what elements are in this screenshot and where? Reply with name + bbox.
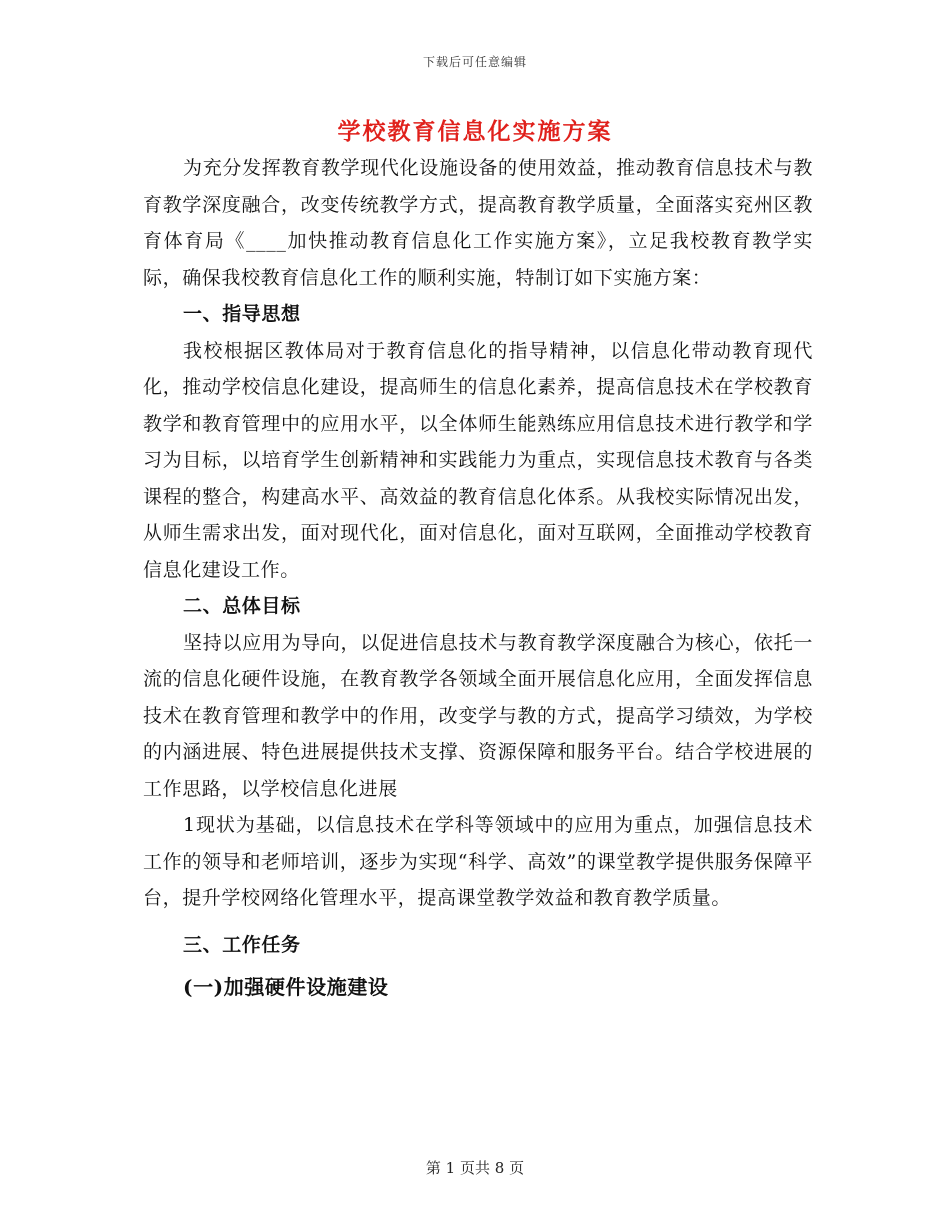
page-number: 第 1 页共 8 页 (425, 1159, 525, 1177)
document-body (143, 150, 813, 1006)
subsection-heading-hardware: (一)加强硬件设施建设 (183, 975, 389, 999)
header-note: 下载后可任意编辑 (422, 55, 527, 69)
section-paragraph-overall-goal: 坚持以应用为导向，以促进信息技术与教育教学深度融合为核心，依托一流的信息化硬件设施，在教育教学各领域全面开展信息化应用，全面发挥信息技术在教育管理和教学中的作用，改变学与教的方式，提高学习绩效，为学校的内涵进展、特色进展提供技术支撑、资源保障和服务平台。结合学校进展的工作思路，以学校信息化进展 (143, 631, 813, 800)
section-paragraph-overall-goal-continued: 1现状为基础，以信息技术在学科等领域中的应用为重点，加强信息技术工作的领导和老师培训，逐步为实现“科学、高效”的课堂教学提供服务保障平台，提升学校网络化管理水平，提高课堂教学效益和教育教学质量。 (143, 814, 813, 909)
section-heading-work-tasks: 三、工作任务 (183, 933, 301, 956)
intro-paragraph: 为充分发挥教育教学现代化设施设备的使用效益，推动教育信息技术与教育教学深度融合，改变传统教学方式，提高教育教学质量，全面落实兖州区教育体育局《____加快推动教育信息化工作实施方案》，立足我校教育教学实际，确保我校教育信息化工作的顺利实施，特制订如下实施方案： (143, 157, 813, 289)
section-heading-overall-goal: 二、总体目标 (183, 595, 301, 617)
document-title: 学校教育信息化实施方案 (337, 118, 613, 145)
section-paragraph-guiding-ideology: 我校根据区教体局对于教育信息化的指导精神，以信息化带动教育现代化，推动学校信息化建设，提高师生的信息化素养，提高信息技术在学校教育教学和教育管理中的应用水平，以全体师生能熟练应用信息技术进行教学和学习为目标，以培育学生创新精神和实践能力为重点，实现信息技术教育与各类课程的整合，构建高水平、高效益的教育信息化体系。从我校实际情况出发，从师生需求出发，面对现代化，面对信息化，面对互联网，全面推动学校教育信息化建设工作。 (143, 339, 813, 581)
section-heading-guiding-ideology: 一、指导思想 (183, 303, 301, 325)
